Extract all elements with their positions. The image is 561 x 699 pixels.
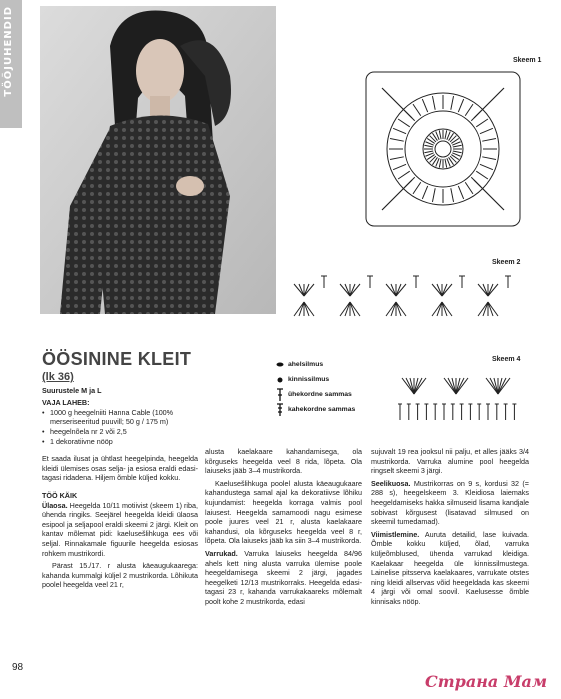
legend-label: kinnissilmus [288, 376, 330, 383]
page-number: 98 [12, 662, 24, 673]
model-photo [40, 6, 276, 314]
text-column-2 [205, 447, 362, 610]
watermark-logo: Страна Мам [425, 672, 548, 691]
paragraph: Ülaosa. Heegelda 10/11 motiivist (skeem 1) riba, ühenda ringiks. Seejärel heegelda kleidi ülaosa esipool ja seljapool eraldi skeemi 2 järgi. Kleit on kantav mõlemat pidi: kaelusešlihkuga ees või seljal. Rinnakamale figuurile heegelda esiosas rohkem mustrikordi. [42, 500, 198, 558]
symbol-legend [272, 357, 355, 417]
schema1-label: Skeem 1 [513, 57, 542, 64]
legend-label: ühekordne sammas [288, 391, 352, 398]
text-column-3 [371, 447, 529, 610]
article-title: ÖÖSININE KLEIT [42, 349, 192, 369]
paragraph: Seelikuosa. Mustrikorras on 9 s, kordusi 32 (= 288 s), heegelskeem 3. Kleidiosa laiemaks heegeldamiseks hakka silmuseid lisama kandjale sobivast kõrgusest (lisatavad silmused on skeemil tumedamad). [371, 478, 529, 527]
needed-heading: VAJA LAHEB: [42, 398, 90, 408]
legend-row [272, 402, 355, 417]
schema1-motif-diagram [362, 68, 524, 235]
paragraph: Pärast 15./17. r alusta käeaugukaarega: kahanda kummalgi küljel 2 mustrikorda. Lõhikuta poolel heegelda veel 21 r, [42, 561, 198, 590]
double-crochet-icon [272, 388, 288, 402]
slip-stitch-icon [272, 377, 288, 383]
sizes-line: Suurustele M ja L [42, 385, 102, 395]
schema2-pattern-diagram [292, 272, 514, 327]
treble-crochet-icon [272, 403, 288, 417]
legend-label: kahekordne sammas [288, 406, 356, 413]
paragraph: alusta kaelakaare kahandamisega, ola kõrguseks heegelda veel 8 rida, lõpeta. Ola laiuseks jääb 3–4 mustrikorda. [205, 447, 362, 476]
legend-label: ahelsilmus [288, 361, 324, 368]
schema4-pattern-diagram [396, 372, 524, 429]
work-heading: TÖÖ KÄIK [42, 490, 78, 500]
materials-list [42, 408, 198, 446]
legend-row [272, 357, 355, 372]
paragraph: Varrukad. Varruka laiuseks heegelda 84/96 ahels kett ning alusta varruka ülemise poole heegeldamisega skeemi 2 järgi, jagades heegelketi 12/13 mustrikorraks. Heegelda edasi-tagasi 23 r, kahanda varrukakaareks mõlemalt poolt kohe 2 mustrikorda, edasi [205, 548, 362, 606]
chain-stitch-icon [272, 362, 288, 367]
paragraph: Kaelusešlihkuga poolel alusta käeaugukaare kahandustega samal ajal ka dekoratiivse lõhiku kujundamist: heegelda korraga valmis pool laiusest. Heegelda samamoodi nagu esimese poole juures veel 21 r, alusta kaelakaare kahandusi, ola kõrguseks heegelda veel 8 r, lõpeta. Ola laiuseks jääb ka siin 3–4 mustrikorda. [205, 478, 362, 546]
list-item: • 1 dekoratiivne nööp [42, 437, 198, 447]
section-side-tab [0, 0, 22, 128]
paragraph: sujuvalt 19 rea jooksul nii palju, et alles jääks 3/4 mustrikorda. Varruka alumine pool heegelda ringselt skeemi 3 järgi. [371, 447, 529, 476]
legend-row [272, 372, 355, 387]
schema4-label: Skeem 4 [492, 356, 521, 363]
intro-paragraph: Et saada ilusat ja ühtlast heegelpinda, heegelda kleidi ülemises osas selja- ja esiosa eraldi edasi-tagasi ridadena. Hiljem õmble küljed kokku. [42, 454, 198, 483]
legend-row [272, 387, 355, 402]
schema2-label: Skeem 2 [492, 259, 521, 266]
list-item: • heegelnõela nr 2 või 2,5 [42, 427, 198, 437]
text-column-1 [42, 373, 198, 593]
paragraph: Viimistlemine. Auruta detailid, lase kuivada. Õmble kokku küljed, õlad, varruka küljeõmblused, ühenda varrukad kleidiga. Kaelakaar heegelda üle kinnissilmustega. Lainelise pitsserva kaelakaares, varrukate otstes ning kleidi allservas võid heegeldada kas skeemi 4 järgi või omal soovil. Kaelusesse õmble kinnisaks nööp. [371, 529, 529, 606]
section-tab-label: TÖÖJUHENDID [3, 6, 14, 97]
page-reference: (lk 36) [42, 371, 74, 383]
list-item: • 1000 g heegelniiti Hanna Cable (100% merseriseeritud puuvill; 50 g / 175 m) [42, 408, 198, 427]
